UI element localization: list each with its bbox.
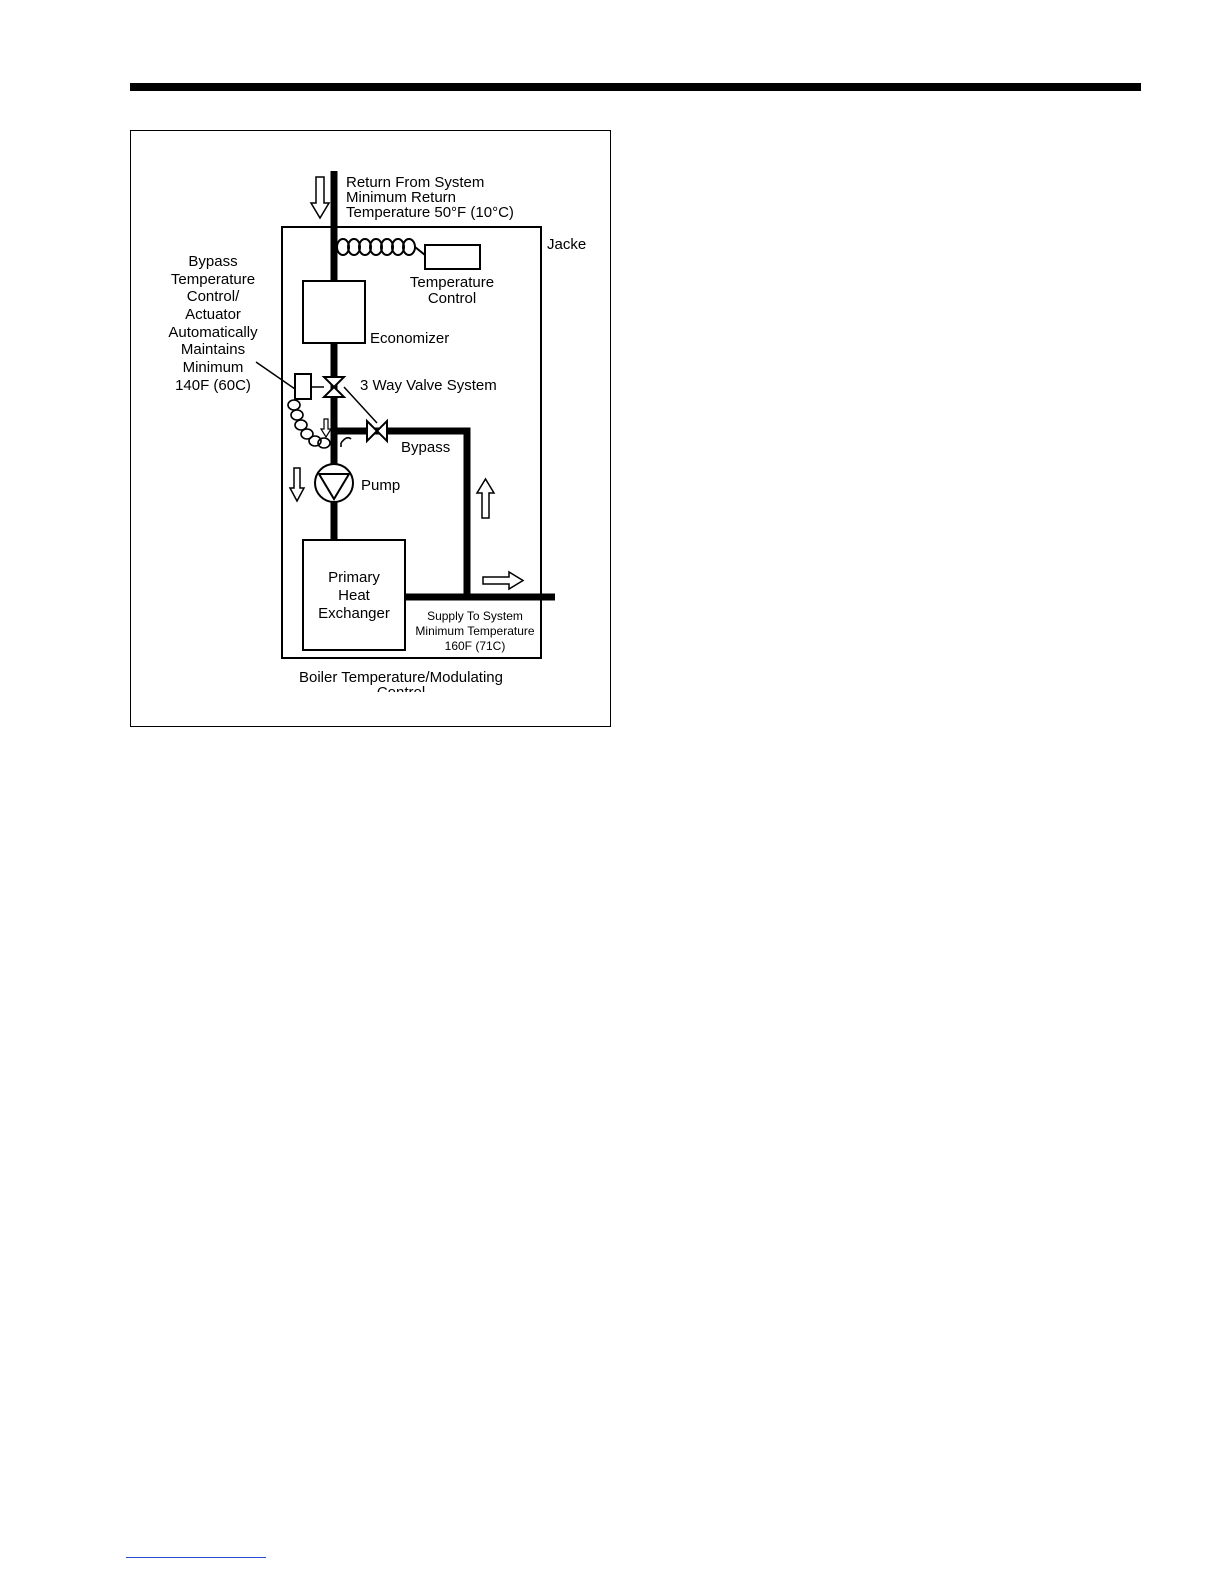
phe-label-line1: Primary: [328, 569, 380, 586]
return-flow-arrow-icon: [311, 177, 329, 218]
actuator-box: [295, 374, 311, 399]
pump-label: Pump: [361, 477, 401, 494]
bypass-label: Bypass: [401, 439, 451, 456]
return-sensor-coil-icon: [337, 239, 425, 255]
phe-label-line3: Exchanger: [318, 605, 390, 622]
down-flow-arrow-icon: [290, 468, 304, 501]
jacket-label: Jacke: [547, 236, 587, 253]
header-rule: [130, 83, 1141, 91]
bypass-control-line8: 140F (60C): [175, 377, 251, 394]
bypass-control-line3: Control/: [186, 288, 240, 305]
bypass-control-line6: Maintains: [180, 341, 246, 358]
supply-label-line1: Supply To System: [427, 609, 523, 623]
supply-label-line3: 160F (71C): [444, 639, 506, 653]
boiler-control-line1: Boiler Temperature/Modulating: [298, 669, 504, 686]
footer-link-underline: [126, 1557, 266, 1558]
valve-system-label: 3 Way Valve System: [360, 377, 497, 394]
bypass-control-line1: Bypass: [188, 253, 238, 270]
boiler-piping-diagram: [130, 130, 611, 727]
bypass-control-line7: Minimum: [182, 359, 244, 376]
economizer-label: Economizer: [370, 330, 450, 347]
bypass-control-line4: Actuator: [185, 306, 241, 323]
return-label-line3: Temperature 50°F (10°C): [346, 204, 514, 221]
small-flow-arrow-icon: [321, 419, 331, 437]
crop-mask: [271, 692, 591, 722]
temperature-control-line1: Temperature: [409, 274, 495, 291]
return-label-line2: Minimum Return: [346, 189, 457, 206]
economizer-box: [303, 281, 365, 343]
pump-icon: [315, 464, 353, 502]
phe-label-line2: Heat: [338, 587, 370, 604]
supply-right-arrow-icon: [483, 572, 523, 589]
bypass-up-arrow-icon: [477, 479, 494, 518]
three-way-valve-icon: [324, 377, 344, 397]
bypass-control-leader: [256, 362, 295, 389]
bypass-control-line5: Automatically: [168, 324, 258, 341]
temperature-control-line2: Control: [427, 290, 477, 307]
bypass-valve-icon: [367, 421, 387, 441]
bypass-control-line2: Temperature: [170, 271, 256, 288]
return-label-line1: Return From System: [346, 174, 485, 191]
diagram-svg: [131, 131, 611, 727]
supply-label-line2: Minimum Temperature: [415, 624, 535, 638]
temperature-control-box: [425, 245, 480, 269]
actuator-sensor-coil-icon: [288, 400, 351, 448]
